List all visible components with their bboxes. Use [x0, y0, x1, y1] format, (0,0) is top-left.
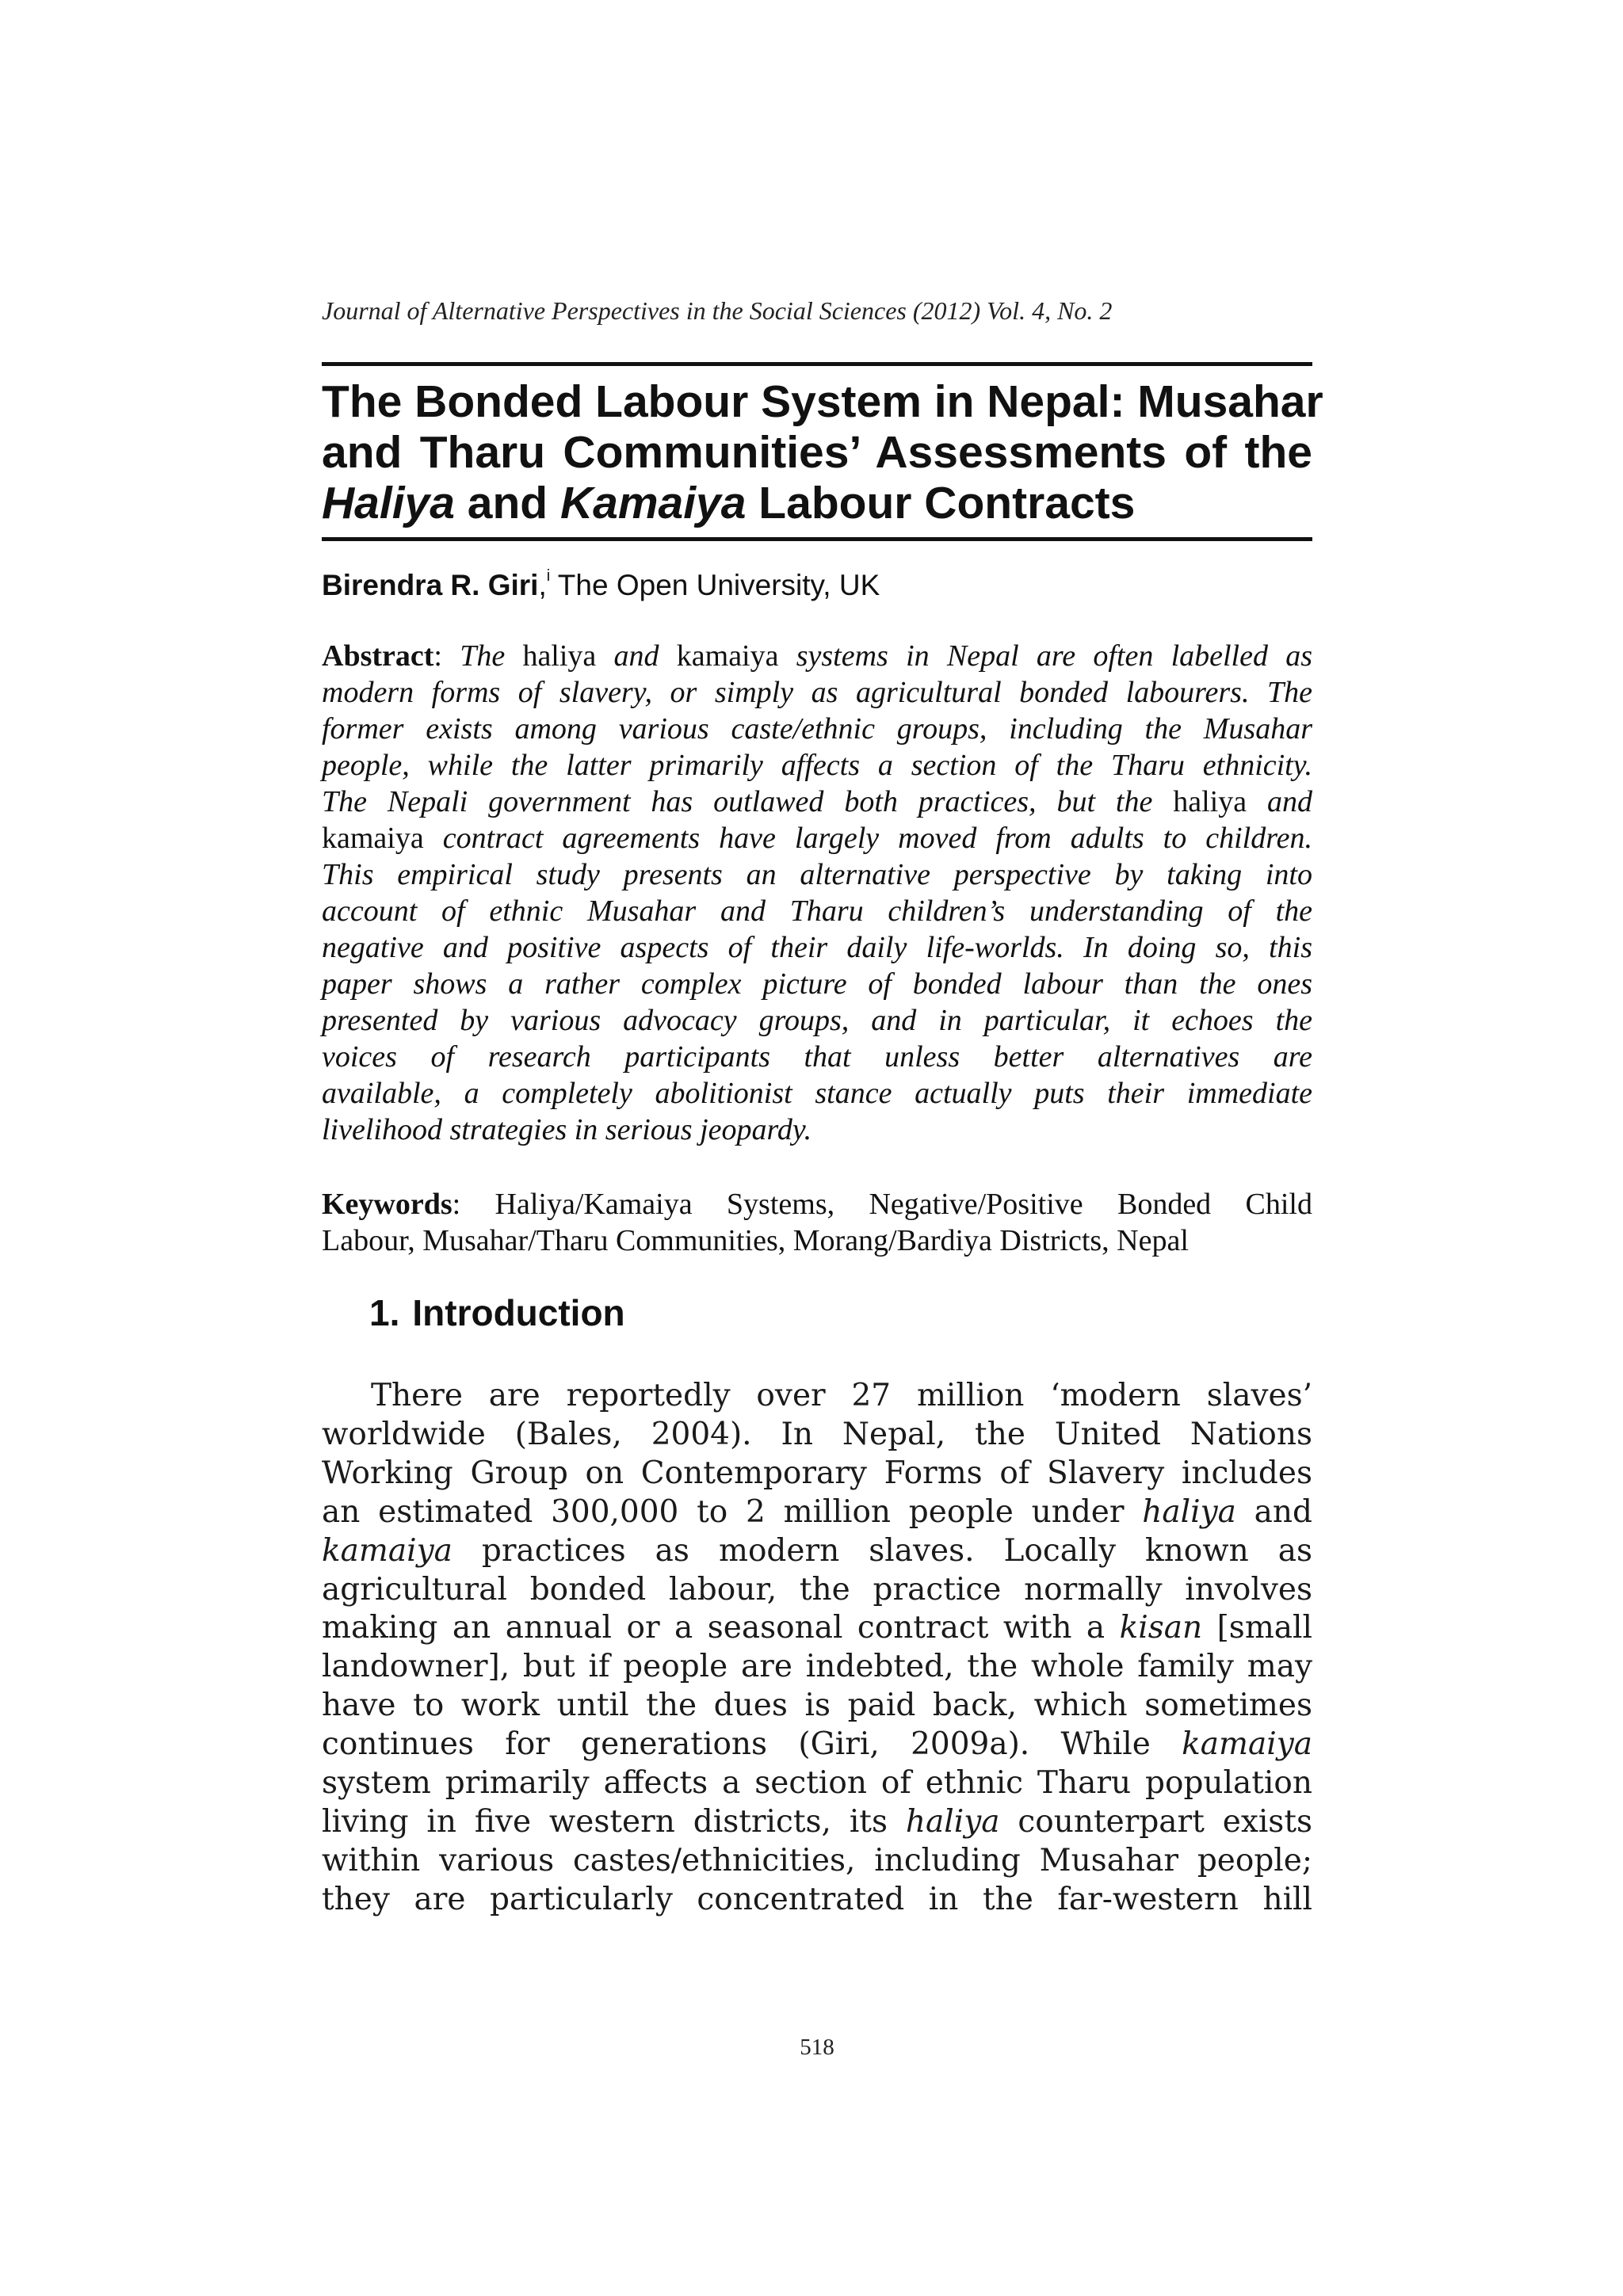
abstract-line: kamaiya contract agreements have largely moved from adults to children. — [322, 822, 1312, 855]
abstract-line: negative and positive aspects of their daily life-worlds. In doing so, this — [322, 931, 1312, 964]
title-term-kamaiya: Kamaiya — [559, 478, 747, 528]
section-heading-introduction — [369, 1291, 625, 1334]
abstract-line: former exists among various caste/ethnic groups, including the Musahar — [322, 712, 1312, 746]
title-connector: and — [454, 478, 560, 528]
abstract-line: account of ethnic Musahar and Tharu children’s understanding of the — [322, 894, 1312, 928]
author-line — [322, 569, 880, 602]
section-number: 1. — [369, 1292, 400, 1333]
body-line: kamaiya practices as modern slaves. Locally known as — [322, 1532, 1312, 1569]
abstract-line: Abstract: The haliya and kamaiya systems in Nepal are often labelled as — [322, 639, 1313, 673]
running-head: Journal of Alternative Perspectives in the Social Sciences (2012) Vol. 4, No. 2 — [322, 296, 1113, 325]
keywords-line: Labour, Musahar/Tharu Communities, Morang/Bardiya Districts, Nepal — [322, 1224, 1189, 1257]
abstract-line: The Nepali government has outlawed both practices, but the haliya and — [322, 785, 1312, 818]
title-top-rule — [322, 362, 1312, 366]
author-separator: , — [538, 569, 547, 601]
body-line: an estimated 300,000 to 2 million people under haliya and — [322, 1493, 1312, 1530]
title-ending: Labour Contracts — [746, 478, 1136, 528]
abstract-line: livelihood strategies in serious jeopardy. — [322, 1113, 812, 1146]
page-number: 518 — [800, 2035, 834, 2060]
body-line: have to work until the dues is paid back, which sometimes — [322, 1688, 1312, 1724]
introduction-paragraph — [322, 1377, 1312, 1920]
keywords — [322, 1186, 1312, 1259]
keywords-label: Keywords — [322, 1188, 453, 1221]
keywords-line: Keywords: Haliya/Kamaiya Systems, Negative/Positive Bonded Child — [322, 1188, 1312, 1221]
body-line: making an annual or a seasonal contract with a kisan [small — [322, 1610, 1312, 1646]
body-line: they are particularly concentrated in the far-western hill — [322, 1881, 1312, 1917]
abstract-line: people, while the latter primarily affects a section of the Tharu ethnicity. — [322, 749, 1312, 782]
body-line: continues for generations (Giri, 2009a). While kamaiya — [322, 1726, 1312, 1763]
abstract — [322, 638, 1312, 1148]
body-line: system primarily affects a section of ethnic Tharu population — [322, 1765, 1312, 1802]
body-line: There are reportedly over 27 million ‘modern slaves’ — [371, 1378, 1312, 1413]
abstract-label: Abstract — [322, 639, 434, 673]
title-line-2: and Tharu Communities’ Assessments of the — [322, 427, 1312, 478]
abstract-line: paper shows a rather complex picture of bonded labour than the ones — [322, 967, 1312, 1001]
abstract-line: voices of research participants that unless better alternatives are — [322, 1040, 1312, 1074]
abstract-line: modern forms of slavery, or simply as agricultural bonded labourers. The — [322, 676, 1312, 709]
abstract-line: This empirical study presents an alternative perspective by taking into — [322, 858, 1312, 891]
article-title — [322, 376, 1323, 528]
body-line: worldwide (Bales, 2004). In Nepal, the United Nations — [322, 1416, 1312, 1452]
author-name: Birendra R. Giri — [322, 569, 539, 601]
author-note-marker[interactable]: i — [546, 567, 551, 585]
title-term-haliya: Haliya — [322, 478, 455, 528]
abstract-line: available, a completely abolitionist stance actually puts their immediate — [322, 1077, 1312, 1110]
body-line: Working Group on Contemporary Forms of Slavery includes — [322, 1455, 1312, 1491]
title-line-3 — [322, 478, 1312, 528]
body-line: agricultural bonded labour, the practice normally involves — [322, 1571, 1312, 1608]
section-title: Introduction — [412, 1292, 625, 1333]
body-line: within various castes/ethnicities, including Musahar people; — [322, 1842, 1312, 1878]
body-line: landowner], but if people are indebted, the whole family may — [322, 1649, 1312, 1685]
abstract-line: presented by various advocacy groups, and in particular, it echoes the — [322, 1004, 1312, 1037]
author-affiliation: The Open University, UK — [550, 569, 880, 601]
title-bottom-rule — [322, 537, 1312, 541]
body-line: living in five western districts, its haliya counterpart exists — [322, 1803, 1313, 1840]
paper-page — [322, 0, 1323, 2296]
title-line-1: The Bonded Labour System in Nepal: Musahar — [322, 376, 1323, 427]
